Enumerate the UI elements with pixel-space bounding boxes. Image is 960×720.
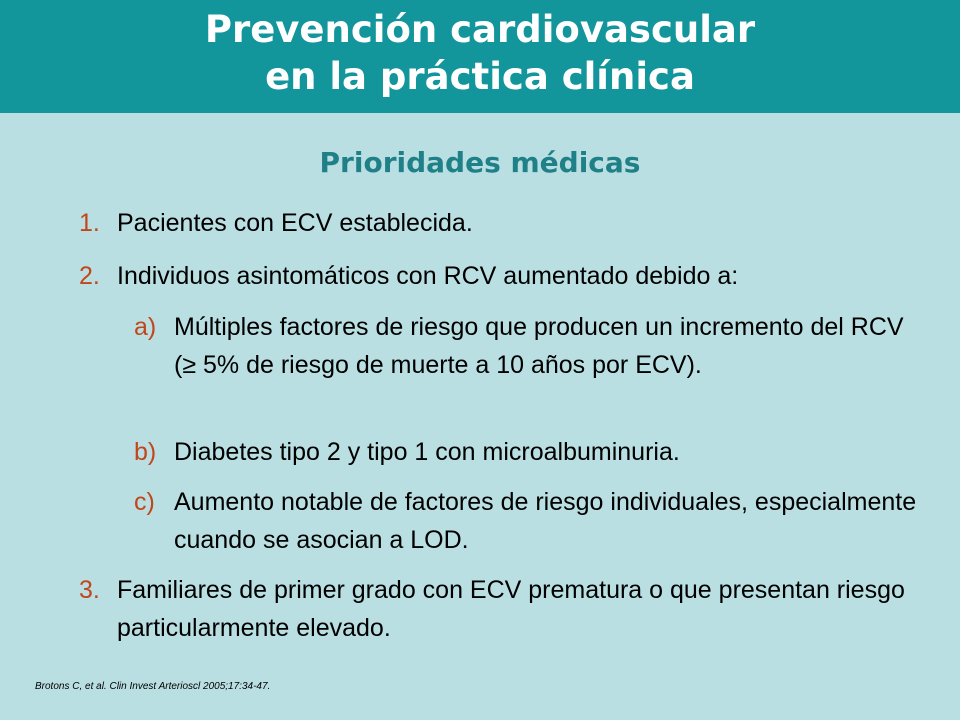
list-item-2 bbox=[79, 257, 929, 295]
list-marker: c) bbox=[134, 488, 155, 516]
list-subitem-a bbox=[134, 308, 904, 384]
list-item-text: Pacientes con ECV establecida. bbox=[117, 209, 473, 237]
list-item-text: Diabetes tipo 2 y tipo 1 con microalbuminuria. bbox=[174, 438, 680, 466]
list-marker: b) bbox=[134, 438, 157, 466]
list-marker: 1. bbox=[79, 209, 100, 237]
list-subitem-c bbox=[134, 483, 934, 559]
list-subitem-b bbox=[134, 433, 934, 471]
slide-title-line-2: en la práctica clínica bbox=[265, 55, 695, 98]
list-item-text: Múltiples factores de riesgo que producen un incremento del RCV (≥ 5% de riesgo de muerte a 10 años por ECV). bbox=[174, 313, 904, 379]
list-item-text: Individuos asintomáticos con RCV aumentado debido a: bbox=[117, 262, 739, 290]
reference-citation: Brotons C, et al. Clin Invest Arterioscl 2005;17:34-47. bbox=[35, 681, 271, 692]
slide-subtitle: Prioridades médicas bbox=[319, 146, 641, 179]
list-item-1 bbox=[79, 204, 929, 242]
slide-title bbox=[0, 6, 960, 100]
list-item-text: Familiares de primer grado con ECV prematura o que presentan riesgo particularmente elevado. bbox=[117, 576, 905, 642]
slide-title-line-1: Prevención cardiovascular bbox=[204, 8, 756, 51]
list-item-text: Aumento notable de factores de riesgo individuales, especialmente cuando se asocian a LOD. bbox=[174, 488, 917, 554]
list-item-3 bbox=[79, 571, 929, 647]
list-marker: 3. bbox=[79, 576, 100, 604]
list-marker: 2. bbox=[79, 262, 100, 290]
list-marker: a) bbox=[134, 313, 157, 341]
